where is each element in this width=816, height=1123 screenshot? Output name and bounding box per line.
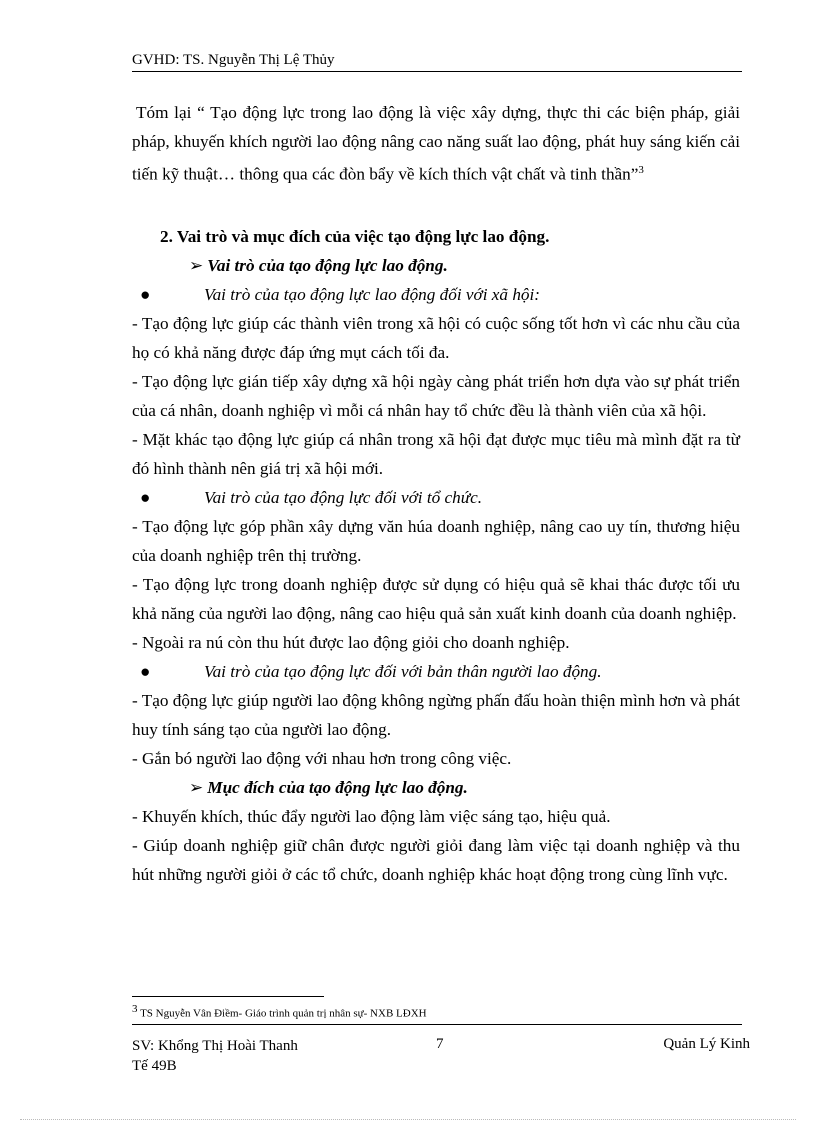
- section-title: 2. Vai trò và mục đích của việc tạo động lực lao động.: [160, 226, 550, 246]
- organization-item: - Tạo động lực góp phần xây dựng văn húa doanh nghiệp, nâng cao uy tín, thương hiệu của doanh nghiệp trên thị trường.: [132, 516, 740, 565]
- round-bullet-icon: ●: [140, 284, 151, 304]
- footer-divider: [132, 1024, 742, 1025]
- organization-item: - Tạo động lực trong doanh nghiệp được sử dụng có hiệu quả sẽ khai thác được tối ưu khả năng của người lao động, nâng cao hiệu quả sản xuất kinh doanh của doanh nghiệp.: [132, 574, 740, 623]
- worker-item: - Tạo động lực giúp người lao động không ngừng phấn đấu hoàn thiện mình hơn và phát huy tính sáng tạo của người lao động.: [132, 690, 740, 739]
- body-text: [132, 98, 740, 889]
- society-bullet-text: Vai trò của tạo động lực lao động đối với xã hội:: [204, 284, 541, 304]
- footnote-ref: 3: [638, 164, 644, 176]
- footer-department: Quản Lý Kinh: [663, 1036, 750, 1052]
- organization-item: - Ngoài ra nú còn thu hút được lao động giỏi cho doanh nghiệp.: [132, 632, 570, 652]
- footer-student-class: Tế 49B: [132, 1058, 177, 1074]
- page-bottom-border: [20, 1119, 796, 1120]
- society-bullet: [132, 280, 740, 309]
- footnote-divider: [132, 996, 324, 997]
- arrow-bullet-icon: ➢: [189, 255, 204, 275]
- footnote-text: TS Nguyễn Vân Điềm- Giáo trình quản trị nhân sự- NXB LĐXH: [140, 1007, 427, 1020]
- organization-bullet: [132, 483, 740, 512]
- round-bullet-icon: ●: [140, 487, 151, 507]
- worker-bullet: [132, 657, 740, 686]
- purpose-heading: [132, 773, 740, 802]
- role-heading-text: Vai trò của tạo động lực lao động.: [207, 255, 448, 275]
- footnote: [132, 1003, 740, 1020]
- footnote-number: 3: [132, 1003, 138, 1015]
- purpose-heading-text: Mục đích của tạo động lực lao động.: [207, 777, 468, 797]
- organization-bullet-text: Vai trò của tạo động lực đối với tổ chức.: [204, 487, 483, 507]
- purpose-item: - Giúp doanh nghiệp giữ chân được người giỏi đang làm việc tại doanh nghiệp và thu hút những người giỏi ở các tổ chức, doanh nghiệp khác hoạt động trong cùng lĩnh vực.: [132, 835, 740, 884]
- footer-student-name: SV: Khổng Thị Hoài Thanh: [132, 1038, 298, 1054]
- society-item: - Mặt khác tạo động lực giúp cá nhân trong xã hội đạt được mục tiêu mà mình đặt ra từ đó hình thành nên giá trị xã hội mới.: [132, 429, 740, 478]
- page-header: GVHD: TS. Nguyễn Thị Lệ Thủy: [132, 52, 742, 72]
- footer-student: [132, 1036, 332, 1076]
- role-heading: [132, 251, 740, 280]
- intro-text: Tóm lại “ Tạo động lực trong lao động là việc xây dựng, thực thi các biện pháp, giải pháp, khuyến khích người lao động nâng cao năng suất lao động, phát huy sáng kiến cải tiến kỹ thuật… thông qua các đòn bẩy về kích thích vật chất và tinh thần”: [132, 103, 740, 184]
- round-bullet-icon: ●: [140, 661, 151, 681]
- society-item: - Tạo động lực giúp các thành viên trong xã hội có cuộc sống tốt hơn vì các nhu cầu của họ có khả năng được đáp ứng mụt cách tối đa.: [132, 313, 740, 362]
- purpose-item: - Khuyến khích, thúc đẩy người lao động làm việc sáng tạo, hiệu quả.: [132, 806, 611, 826]
- arrow-bullet-icon: ➢: [189, 777, 204, 797]
- worker-bullet-text: Vai trò của tạo động lực đối với bản thân người lao động.: [204, 661, 602, 681]
- worker-item: - Gắn bó người lao động với nhau hơn trong công việc.: [132, 748, 512, 768]
- page-number: 7: [436, 1036, 444, 1052]
- society-item: - Tạo động lực gián tiếp xây dựng xã hội ngày càng phát triển hơn dựa vào sự phát triển của cá nhân, doanh nghiệp vì mỗi cá nhân hay tổ chức đều là thành viên của xã hội.: [132, 371, 740, 420]
- intro-paragraph: [132, 98, 740, 189]
